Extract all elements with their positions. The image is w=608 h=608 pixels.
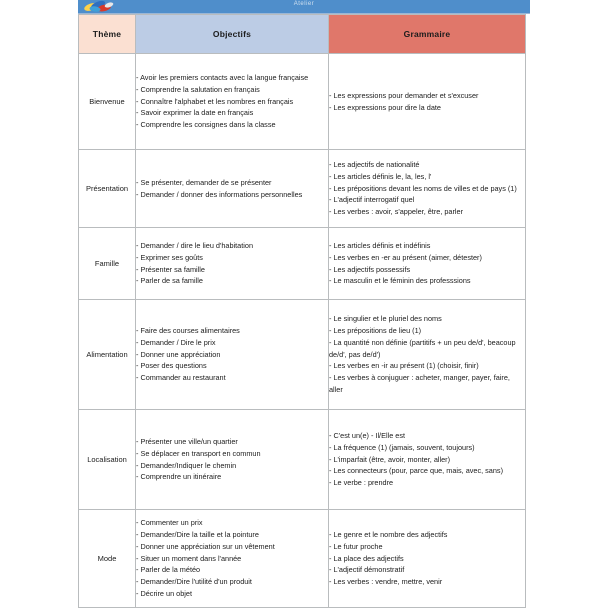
- list-item: - Parler de sa famille: [136, 275, 328, 287]
- grammaire-cell: [329, 300, 526, 410]
- list-item: - Avoir les premiers contacts avec la langue française: [136, 72, 328, 84]
- list-item: - Comprendre les consignes dans la classe: [136, 119, 328, 131]
- list-item: - Les verbes en -ir au présent (1) (choisir, finir): [329, 360, 525, 372]
- objectifs-cell: [136, 300, 329, 410]
- list-item: - Les verbes en -er au présent (aimer, détester): [329, 252, 525, 264]
- grammaire-cell: [329, 54, 526, 150]
- list-item: - Les adjectifs possessifs: [329, 264, 525, 276]
- list-item: - Le masculin et le féminin des professsions: [329, 275, 525, 287]
- list-item: - Comprendre la salutation en français: [136, 84, 328, 96]
- table-row: [79, 150, 526, 228]
- grammaire-cell: [329, 150, 526, 228]
- objectifs-cell-list: [136, 72, 328, 131]
- list-item: - La place des adjectifs: [329, 553, 525, 565]
- column-header-grammaire: Grammaire: [329, 15, 526, 54]
- list-item: - Commenter un prix: [136, 517, 328, 529]
- grammaire-cell-list: [329, 90, 525, 114]
- table-row: [79, 410, 526, 510]
- objectifs-cell: [136, 410, 329, 510]
- objectifs-cell-list: [136, 517, 328, 600]
- list-item: - Les verbes à conjuguer : acheter, manger, payer, faire, aller: [329, 372, 525, 396]
- objectifs-cell-list: [136, 177, 328, 201]
- list-item: - Demander/Indiquer le chemin: [136, 460, 328, 472]
- list-item: - Les prépositions devant les noms de villes et de pays (1): [329, 183, 525, 195]
- page-banner: [78, 0, 530, 14]
- objectifs-cell-list: [136, 240, 328, 287]
- list-item: - Se présenter, demander de se présenter: [136, 177, 328, 189]
- list-item: - Les verbes : vendre, mettre, venir: [329, 576, 525, 588]
- list-item: - Connaître l'alphabet et les nombres en français: [136, 96, 328, 108]
- list-item: - Les adjectifs de nationalité: [329, 159, 525, 171]
- list-item: - L'adjectif démonstratif: [329, 564, 525, 576]
- list-item: - Exprimer ses goûts: [136, 252, 328, 264]
- table-body: [79, 54, 526, 608]
- banner-title: Atelier: [293, 1, 315, 7]
- list-item: - Donner une appréciation sur un vêtement: [136, 541, 328, 553]
- table-row: [79, 54, 526, 150]
- column-header-objectifs: Objectifs: [136, 15, 329, 54]
- objectifs-cell: [136, 510, 329, 608]
- list-item: - Demander/Dire la taille et la pointure: [136, 529, 328, 541]
- list-item: - L'imparfait (être, avoir, monter, aller): [329, 454, 525, 466]
- list-item: - Faire des courses alimentaires: [136, 325, 328, 337]
- list-item: - Les expressions pour demander et s'excuser: [329, 90, 525, 102]
- objectifs-cell-list: [136, 325, 328, 384]
- list-item: - Le singulier et le pluriel des noms: [329, 313, 525, 325]
- table-header-row: [79, 15, 526, 54]
- theme-cell: Famille: [79, 228, 136, 300]
- curriculum-table-container: [78, 14, 525, 608]
- theme-cell: Bienvenue: [79, 54, 136, 150]
- list-item: - Présenter sa famille: [136, 264, 328, 276]
- list-item: - Les prépositions de lieu (1): [329, 325, 525, 337]
- grammaire-cell: [329, 228, 526, 300]
- list-item: - Le verbe : prendre: [329, 477, 525, 489]
- list-item: - La quantité non définie (partitifs + un peu de/d', beacoup de/d', pas de/d'): [329, 337, 525, 361]
- column-header-theme: Thème: [79, 15, 136, 54]
- grammaire-cell: [329, 410, 526, 510]
- list-item: - Demander / dire le lieu d'habitation: [136, 240, 328, 252]
- grammaire-cell-list: [329, 529, 525, 588]
- list-item: - C'est un(e) - Il/Elle est: [329, 430, 525, 442]
- objectifs-cell: [136, 54, 329, 150]
- list-item: - Décrire un objet: [136, 588, 328, 600]
- grammaire-cell-list: [329, 159, 525, 218]
- theme-cell: Présentation: [79, 150, 136, 228]
- list-item: - Les verbes : avoir, s'appeler, être, parler: [329, 206, 525, 218]
- grammaire-cell: [329, 510, 526, 608]
- list-item: - Le genre et le nombre des adjectifs: [329, 529, 525, 541]
- theme-cell: Localisation: [79, 410, 136, 510]
- list-item: - Donner une appréciation: [136, 349, 328, 361]
- list-item: - Comprendre un itinéraire: [136, 471, 328, 483]
- list-item: - Situer un moment dans l'année: [136, 553, 328, 565]
- list-item: - Commander au restaurant: [136, 372, 328, 384]
- list-item: - Présenter une ville/un quartier: [136, 436, 328, 448]
- objectifs-cell-list: [136, 436, 328, 483]
- list-item: - Demander / donner des informations personnelles: [136, 189, 328, 201]
- table-row: [79, 300, 526, 410]
- table-row: [79, 228, 526, 300]
- list-item: - Les articles définis le, la, les, l': [329, 171, 525, 183]
- list-item: - Demander / Dire le prix: [136, 337, 328, 349]
- list-item: - Savoir exprimer la date en français: [136, 107, 328, 119]
- grammaire-cell-list: [329, 313, 525, 396]
- curriculum-table: [78, 14, 526, 608]
- list-item: - Les expressions pour dire la date: [329, 102, 525, 114]
- grammaire-cell-list: [329, 430, 525, 489]
- theme-cell: Mode: [79, 510, 136, 608]
- list-item: - L'adjectif interrogatif quel: [329, 194, 525, 206]
- list-item: - Parler de la météo: [136, 564, 328, 576]
- table-row: [79, 510, 526, 608]
- theme-cell: Alimentation: [79, 300, 136, 410]
- list-item: - Les articles définis et indéfinis: [329, 240, 525, 252]
- list-item: - Se déplacer en transport en commun: [136, 448, 328, 460]
- objectifs-cell: [136, 150, 329, 228]
- objectifs-cell: [136, 228, 329, 300]
- list-item: - Le futur proche: [329, 541, 525, 553]
- grammaire-cell-list: [329, 240, 525, 287]
- list-item: - Les connecteurs (pour, parce que, mais, avec, sans): [329, 465, 525, 477]
- list-item: - Demander/Dire l'utilité d'un produit: [136, 576, 328, 588]
- list-item: - Poser des questions: [136, 360, 328, 372]
- list-item: - La fréquence (1) (jamais, souvent, toujours): [329, 442, 525, 454]
